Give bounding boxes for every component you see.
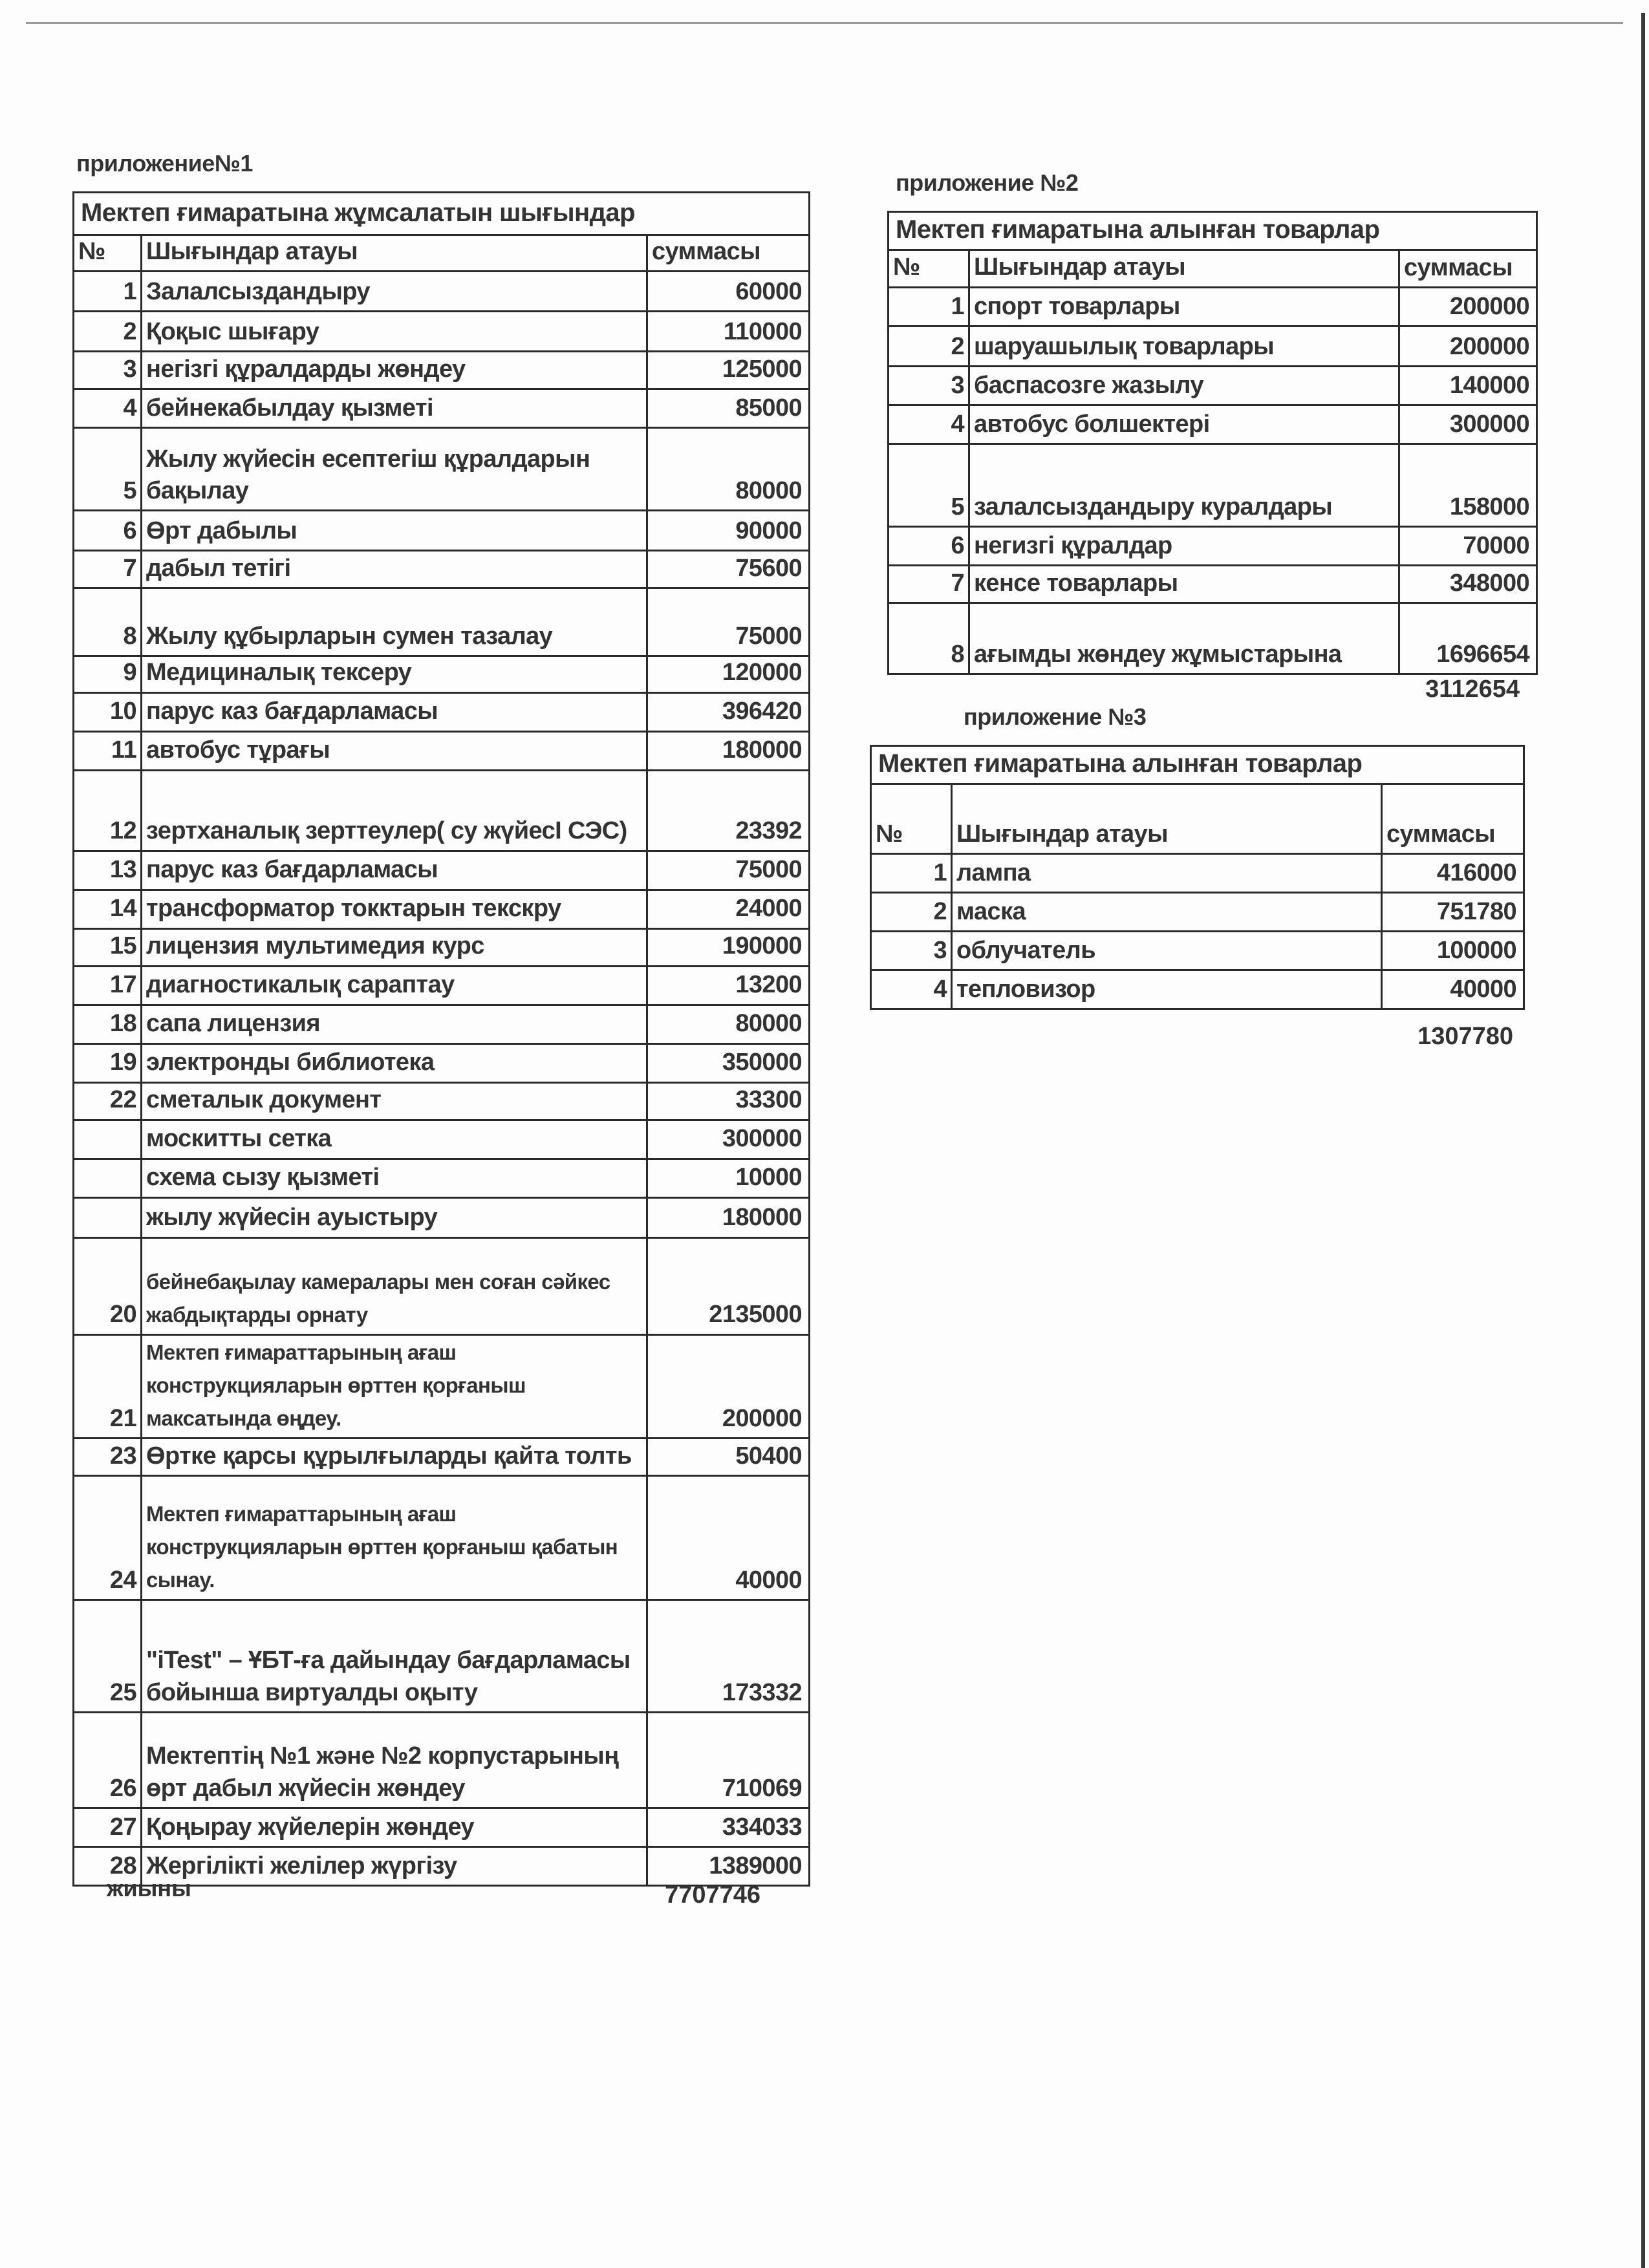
row-sum: 200000 <box>1399 288 1537 326</box>
row-number: 7 <box>74 551 142 588</box>
row-sum: 13200 <box>647 966 810 1005</box>
row-number: 1 <box>74 272 142 312</box>
row-name: Жылу жүйесін есептегіш құралдарын бақылау <box>142 428 647 511</box>
row-number: 2 <box>889 326 969 367</box>
row-name: спорт товарлары <box>969 288 1399 326</box>
row-name: негізгі құралдарды жөндеу <box>142 352 647 389</box>
row-name: тепловизор <box>952 970 1382 1009</box>
appendix2-caption: приложение №2 <box>896 169 1079 196</box>
row-number: 12 <box>74 770 142 851</box>
table-row <box>74 428 810 511</box>
row-name: облучатель <box>952 932 1382 970</box>
row-number: 14 <box>74 890 142 928</box>
row-number: 5 <box>74 428 142 511</box>
table-row <box>74 770 810 851</box>
row-name: жылу жүйесін ауыстыру <box>142 1197 647 1237</box>
row-sum: 110000 <box>647 312 810 352</box>
row-sum: 1696654 <box>1399 603 1537 674</box>
row-name: негизгі құралдар <box>969 527 1399 566</box>
scan-border-top <box>26 22 1623 24</box>
appendix1-table <box>72 191 810 1887</box>
row-name: Мектеп ғимараттарының ағаш конструкцияларын өрттен қорғаныш максатында өңдеу. <box>142 1334 647 1438</box>
row-sum: 23392 <box>647 770 810 851</box>
header-no: № <box>889 250 969 288</box>
row-number: 2 <box>871 893 952 932</box>
table-row <box>74 1600 810 1713</box>
table-row <box>74 1043 810 1082</box>
row-number: 18 <box>74 1005 142 1043</box>
row-sum: 80000 <box>647 428 810 511</box>
row-number <box>74 1159 142 1197</box>
row-number: 21 <box>74 1334 142 1438</box>
row-name: кенсе товарлары <box>969 566 1399 603</box>
row-number: 19 <box>74 1043 142 1082</box>
table-header-row <box>74 235 810 272</box>
header-name: Шығындар атауы <box>952 784 1382 854</box>
table-row <box>74 1713 810 1808</box>
row-number: 22 <box>74 1082 142 1120</box>
row-name: лампа <box>952 854 1382 893</box>
row-number <box>74 1197 142 1237</box>
row-name: бейнекабылдау қызметі <box>142 389 647 428</box>
row-sum: 70000 <box>1399 527 1537 566</box>
table-row <box>889 367 1537 405</box>
table-title-row <box>889 212 1537 250</box>
table-row <box>889 444 1537 527</box>
table-row <box>74 551 810 588</box>
row-sum: 75000 <box>647 588 810 656</box>
row-sum: 173332 <box>647 1600 810 1713</box>
row-number: 24 <box>74 1476 142 1600</box>
appendix2-title: Мектеп ғимаратына алынған товарлар <box>889 212 1537 250</box>
row-number: 7 <box>889 566 969 603</box>
row-sum: 200000 <box>1399 326 1537 367</box>
row-sum: 80000 <box>647 1005 810 1043</box>
table-row <box>74 890 810 928</box>
header-name: Шығындар атауы <box>142 235 647 272</box>
row-name: Қоңырау жүйелерін жөндеу <box>142 1808 647 1847</box>
header-sum: суммасы <box>1382 784 1524 854</box>
table-row <box>74 1159 810 1197</box>
header-no: № <box>74 235 142 272</box>
row-name: Жылу құбырларын сумен тазалау <box>142 588 647 656</box>
row-name: парус каз бағдарламасы <box>142 692 647 731</box>
row-name: Мектеп ғимараттарының ағаш конструкцияларын өрттен қорғаныш қабатын сынау. <box>142 1476 647 1600</box>
row-number: 4 <box>889 405 969 444</box>
row-name: москитты сетка <box>142 1120 647 1159</box>
table-row <box>871 854 1524 893</box>
row-number: 11 <box>74 731 142 770</box>
row-number: 26 <box>74 1713 142 1808</box>
row-sum: 40000 <box>1382 970 1524 1009</box>
row-sum: 710069 <box>647 1713 810 1808</box>
row-sum: 120000 <box>647 656 810 692</box>
row-number: 3 <box>889 367 969 405</box>
row-name: диагностикалық сараптау <box>142 966 647 1005</box>
row-name: электронды библиотека <box>142 1043 647 1082</box>
row-sum: 33300 <box>647 1082 810 1120</box>
table-header-row <box>889 250 1537 288</box>
table-row <box>871 970 1524 1009</box>
row-name: автобус тұрағы <box>142 731 647 770</box>
row-number: 13 <box>74 851 142 890</box>
row-name: сметалык документ <box>142 1082 647 1120</box>
table-row <box>74 588 810 656</box>
row-name: "iTest" – ҰБТ-ға дайындау бағдарламасы бойынша виртуалды оқыту <box>142 1600 647 1713</box>
row-sum: 751780 <box>1382 893 1524 932</box>
table-row <box>74 511 810 551</box>
row-number: 28 <box>74 1847 142 1886</box>
appendix1-title: Мектеп ғимаратына жұмсалатын шығындар <box>74 193 810 235</box>
table-title-row <box>74 193 810 235</box>
row-sum: 50400 <box>647 1439 810 1476</box>
row-name: лицензия мультимедия курс <box>142 928 647 966</box>
row-sum: 416000 <box>1382 854 1524 893</box>
row-number: 25 <box>74 1600 142 1713</box>
table-title-row <box>871 746 1524 784</box>
row-number: 2 <box>74 312 142 352</box>
table-row <box>74 272 810 312</box>
row-sum: 200000 <box>647 1334 810 1438</box>
row-sum: 85000 <box>647 389 810 428</box>
table-row <box>889 405 1537 444</box>
row-sum: 350000 <box>647 1043 810 1082</box>
header-sum: суммасы <box>647 235 810 272</box>
row-name: бейнебақылау камералары мен соған сәйкес жабдықтарды орнату <box>142 1237 647 1334</box>
row-sum: 60000 <box>647 272 810 312</box>
row-name: зертханалық зерттеулер( су жүйесІ СЭС) <box>142 770 647 851</box>
row-name: дабыл тетігі <box>142 551 647 588</box>
row-number: 1 <box>889 288 969 326</box>
row-sum: 1389000 <box>647 1847 810 1886</box>
table-row <box>889 288 1537 326</box>
table-row <box>74 966 810 1005</box>
table-row <box>74 1082 810 1120</box>
row-number: 5 <box>889 444 969 527</box>
table-header-row <box>871 784 1524 854</box>
row-number: 27 <box>74 1808 142 1847</box>
table-row <box>889 566 1537 603</box>
row-number: 17 <box>74 966 142 1005</box>
row-name: парус каз бағдарламасы <box>142 851 647 890</box>
table-row <box>74 1120 810 1159</box>
table-row <box>74 1005 810 1043</box>
row-number: 6 <box>74 511 142 551</box>
table-row <box>74 928 810 966</box>
table-row <box>74 1476 810 1600</box>
table-row <box>74 312 810 352</box>
row-name: маска <box>952 893 1382 932</box>
table-row <box>889 326 1537 367</box>
table-row <box>74 352 810 389</box>
row-sum: 2135000 <box>647 1237 810 1334</box>
row-number: 1 <box>871 854 952 893</box>
row-number: 15 <box>74 928 142 966</box>
appendix3-total: 1307780 <box>1417 1023 1513 1050</box>
table-row <box>74 1808 810 1847</box>
appendix1-total-label: жиыны <box>107 1875 191 1901</box>
scan-border-right <box>1641 13 1645 2268</box>
row-name: залалсыздандыру куралдары <box>969 444 1399 527</box>
row-sum: 75000 <box>647 851 810 890</box>
appendix2-table <box>887 211 1538 675</box>
row-name: Өрт дабылы <box>142 511 647 551</box>
row-sum: 100000 <box>1382 932 1524 970</box>
row-number: 9 <box>74 656 142 692</box>
header-name: Шығындар атауы <box>969 250 1399 288</box>
row-name: Медициналық тексеру <box>142 656 647 692</box>
row-sum: 348000 <box>1399 566 1537 603</box>
row-sum: 75600 <box>647 551 810 588</box>
row-name: Қоқыс шығару <box>142 312 647 352</box>
header-no: № <box>871 784 952 854</box>
row-sum: 90000 <box>647 511 810 551</box>
row-sum: 40000 <box>647 1476 810 1600</box>
row-sum: 10000 <box>647 1159 810 1197</box>
row-name: схема сызу қызметі <box>142 1159 647 1197</box>
row-name: сапа лицензия <box>142 1005 647 1043</box>
row-sum: 396420 <box>647 692 810 731</box>
table-row <box>74 692 810 731</box>
row-number: 3 <box>74 352 142 389</box>
row-number: 8 <box>889 603 969 674</box>
appendix3-table <box>870 745 1525 1010</box>
row-name: шаруашылық товарлары <box>969 326 1399 367</box>
row-number: 10 <box>74 692 142 731</box>
appendix3-title: Мектеп ғимаратына алынған товарлар <box>871 746 1524 784</box>
row-name: баспасозге жазылу <box>969 367 1399 405</box>
header-sum: суммасы <box>1399 250 1537 288</box>
table-row <box>889 603 1537 674</box>
appendix2-total: 3112654 <box>1425 676 1520 703</box>
table-row <box>74 731 810 770</box>
row-sum: 140000 <box>1399 367 1537 405</box>
table-row <box>871 932 1524 970</box>
row-sum: 300000 <box>647 1120 810 1159</box>
table-row <box>74 1334 810 1438</box>
row-sum: 190000 <box>647 928 810 966</box>
row-name: Мектептің №1 және №2 корпустарының өрт дабыл жүйесін жөндеу <box>142 1713 647 1808</box>
row-number: 23 <box>74 1439 142 1476</box>
table-row <box>74 656 810 692</box>
row-number: 6 <box>889 527 969 566</box>
row-name: ағымды жөндеу жұмыстарына <box>969 603 1399 674</box>
row-sum: 300000 <box>1399 405 1537 444</box>
appendix1-caption: приложение№1 <box>76 150 253 177</box>
row-sum: 180000 <box>647 731 810 770</box>
row-number: 3 <box>871 932 952 970</box>
row-sum: 180000 <box>647 1197 810 1237</box>
row-name: Жергілікті желілер жүргізу <box>142 1847 647 1886</box>
row-number: 4 <box>871 970 952 1009</box>
table-row <box>74 1439 810 1476</box>
table-row <box>871 893 1524 932</box>
table-row <box>74 1237 810 1334</box>
row-number <box>74 1120 142 1159</box>
row-sum: 24000 <box>647 890 810 928</box>
table-row <box>889 527 1537 566</box>
appendix3-caption: приложение №3 <box>964 703 1147 730</box>
row-sum: 125000 <box>647 352 810 389</box>
row-number: 4 <box>74 389 142 428</box>
row-name: Өртке қарсы құрылғыларды қайта толть <box>142 1439 647 1476</box>
row-name: автобус болшектері <box>969 405 1399 444</box>
table-row <box>74 389 810 428</box>
row-name: трансформатор токктарын текскру <box>142 890 647 928</box>
row-sum: 158000 <box>1399 444 1537 527</box>
row-name: Залалсыздандыру <box>142 272 647 312</box>
row-number: 8 <box>74 588 142 656</box>
table-row <box>74 1197 810 1237</box>
row-sum: 334033 <box>647 1808 810 1847</box>
row-number: 20 <box>74 1237 142 1334</box>
appendix1-total: 7707746 <box>665 1881 760 1909</box>
table-row <box>74 851 810 890</box>
